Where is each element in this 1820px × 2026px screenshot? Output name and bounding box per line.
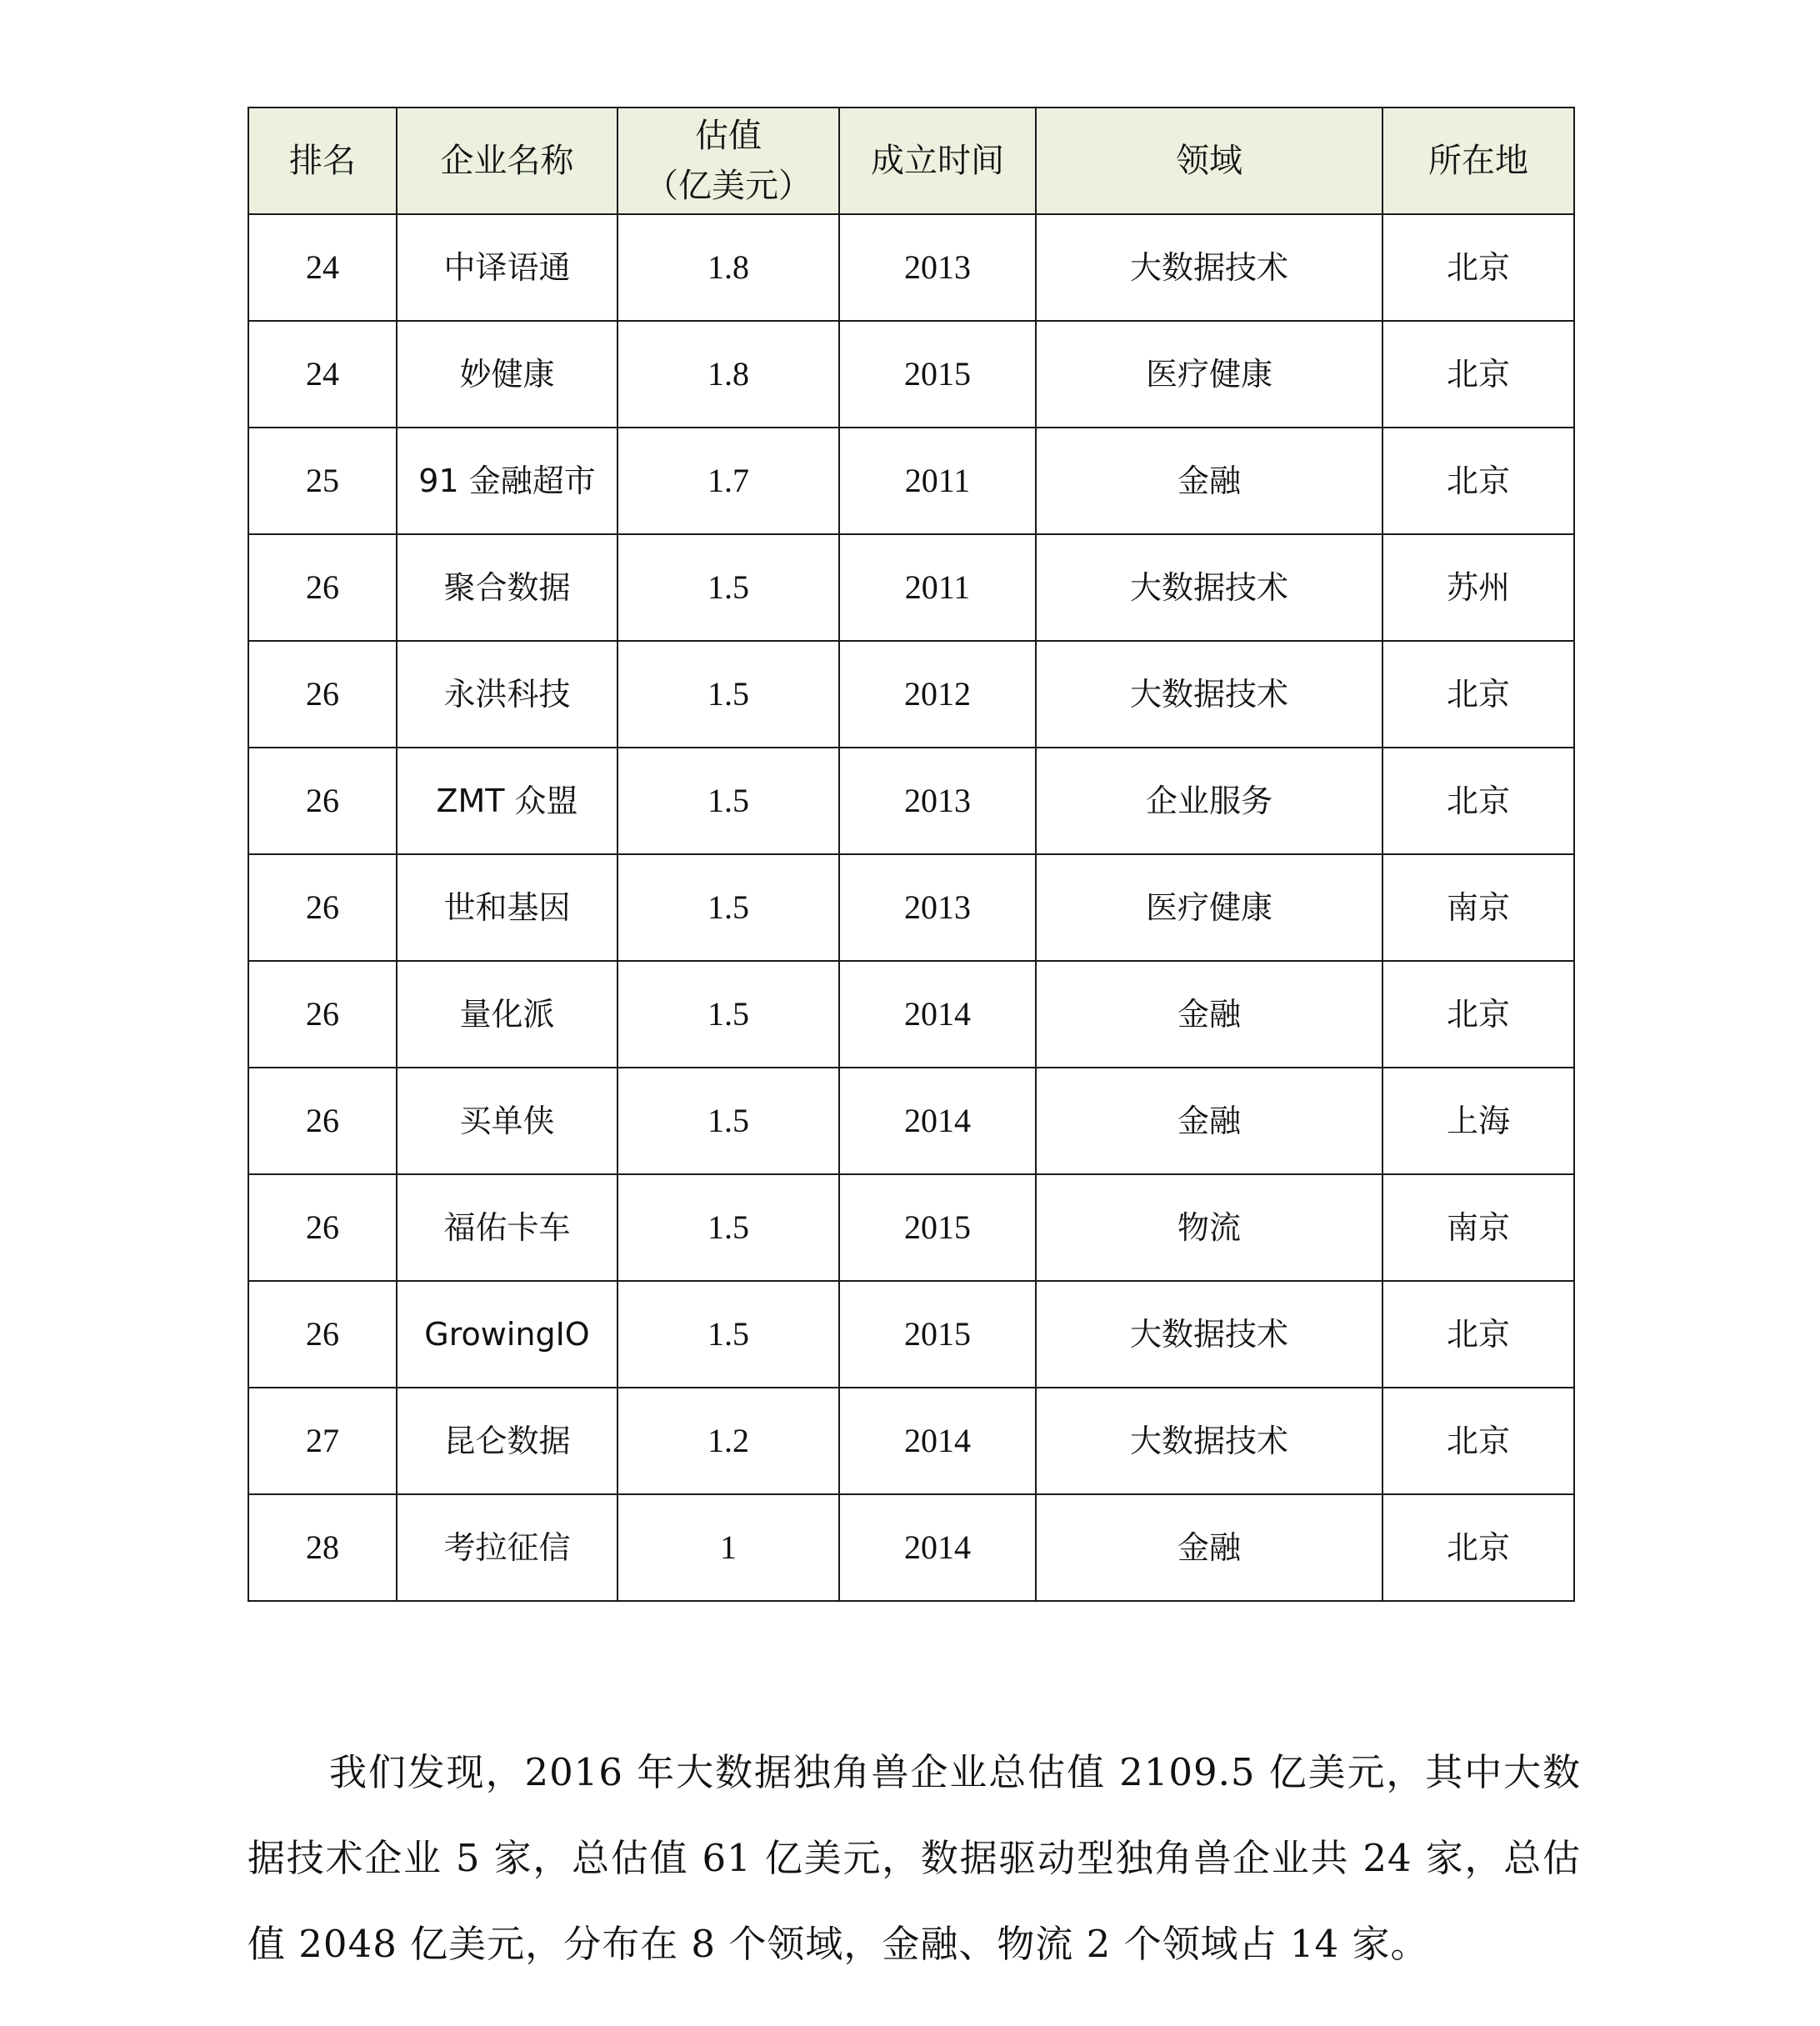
cell-rank: 26 xyxy=(248,641,397,748)
cell-field: 医疗健康 xyxy=(1036,854,1382,961)
table-row xyxy=(248,214,1574,321)
cell-field: 物流 xyxy=(1036,1174,1382,1281)
cell-field: 大数据技术 xyxy=(1036,1281,1382,1388)
cell-location: 北京 xyxy=(1382,428,1574,534)
cell-valuation: 1.8 xyxy=(618,214,839,321)
cell-company: 中译语通 xyxy=(397,214,618,321)
cell-rank: 28 xyxy=(248,1494,397,1601)
cell-company: 91 金融超市 xyxy=(397,428,618,534)
table-row xyxy=(248,1068,1574,1174)
cell-rank: 26 xyxy=(248,961,397,1068)
cell-company: 考拉征信 xyxy=(397,1494,618,1601)
cell-valuation: 1.5 xyxy=(618,1174,839,1281)
cell-location: 苏州 xyxy=(1382,534,1574,641)
table-row xyxy=(248,1494,1574,1601)
cell-company: ZMT 众盟 xyxy=(397,748,618,854)
table-body xyxy=(248,214,1574,1601)
cell-valuation: 1.7 xyxy=(618,428,839,534)
cell-valuation: 1.5 xyxy=(618,961,839,1068)
cell-location: 北京 xyxy=(1382,1494,1574,1601)
table-row xyxy=(248,641,1574,748)
cell-field: 企业服务 xyxy=(1036,748,1382,854)
cell-field: 大数据技术 xyxy=(1036,534,1382,641)
cell-rank: 25 xyxy=(248,428,397,534)
cell-field: 金融 xyxy=(1036,961,1382,1068)
cell-rank: 26 xyxy=(248,1068,397,1174)
cell-founded: 2013 xyxy=(839,854,1036,961)
table-row xyxy=(248,428,1574,534)
cell-rank: 26 xyxy=(248,1174,397,1281)
cell-field: 大数据技术 xyxy=(1036,214,1382,321)
cell-field: 金融 xyxy=(1036,428,1382,534)
cell-company: 聚合数据 xyxy=(397,534,618,641)
cell-company: 永洪科技 xyxy=(397,641,618,748)
cell-founded: 2014 xyxy=(839,961,1036,1068)
table-row xyxy=(248,961,1574,1068)
header-valuation-line1: 估值 xyxy=(695,117,762,155)
cell-rank: 26 xyxy=(248,748,397,854)
cell-founded: 2015 xyxy=(839,1174,1036,1281)
cell-founded: 2011 xyxy=(839,428,1036,534)
cell-founded: 2014 xyxy=(839,1388,1036,1494)
cell-location: 北京 xyxy=(1382,214,1574,321)
cell-rank: 24 xyxy=(248,214,397,321)
table-header-row xyxy=(248,108,1574,214)
table-row xyxy=(248,1281,1574,1388)
table-row xyxy=(248,748,1574,854)
cell-field: 医疗健康 xyxy=(1036,321,1382,428)
cell-company: 世和基因 xyxy=(397,854,618,961)
cell-field: 大数据技术 xyxy=(1036,641,1382,748)
cell-company: 昆仑数据 xyxy=(397,1388,618,1494)
cell-field: 金融 xyxy=(1036,1494,1382,1601)
cell-location: 上海 xyxy=(1382,1068,1574,1174)
cell-valuation: 1.2 xyxy=(618,1388,839,1494)
cell-founded: 2015 xyxy=(839,321,1036,428)
cell-rank: 26 xyxy=(248,1281,397,1388)
cell-founded: 2015 xyxy=(839,1281,1036,1388)
cell-founded: 2014 xyxy=(839,1494,1036,1601)
cell-location: 北京 xyxy=(1382,961,1574,1068)
cell-founded: 2012 xyxy=(839,641,1036,748)
cell-location: 北京 xyxy=(1382,748,1574,854)
cell-valuation: 1.5 xyxy=(618,748,839,854)
cell-rank: 26 xyxy=(248,854,397,961)
cell-company: GrowingIO xyxy=(397,1281,618,1388)
header-field: 领域 xyxy=(1036,108,1382,214)
cell-valuation: 1.5 xyxy=(618,1068,839,1174)
cell-rank: 24 xyxy=(248,321,397,428)
header-rank: 排名 xyxy=(248,108,397,214)
table-row xyxy=(248,321,1574,428)
cell-founded: 2013 xyxy=(839,748,1036,854)
cell-company: 量化派 xyxy=(397,961,618,1068)
header-location: 所在地 xyxy=(1382,108,1574,214)
cell-company: 买单侠 xyxy=(397,1068,618,1174)
header-company: 企业名称 xyxy=(397,108,618,214)
header-founded: 成立时间 xyxy=(839,108,1036,214)
cell-field: 大数据技术 xyxy=(1036,1388,1382,1494)
table-row xyxy=(248,1388,1574,1494)
table-row xyxy=(248,854,1574,961)
cell-location: 南京 xyxy=(1382,1174,1574,1281)
cell-founded: 2011 xyxy=(839,534,1036,641)
cell-rank: 26 xyxy=(248,534,397,641)
summary-paragraph: 我们发现，2016 年大数据独角兽企业总估值 2109.5 亿美元，其中大数据技术企业 5 家，总估值 61 亿美元，数据驱动型独角兽企业共 24 家，总估值 2048 亿美元，分布在 8 个领域，金融、物流 2 个领域占 14 家。 xyxy=(248,1750,1581,1966)
table-row xyxy=(248,534,1574,641)
cell-valuation: 1.8 xyxy=(618,321,839,428)
cell-valuation: 1.5 xyxy=(618,641,839,748)
cell-founded: 2014 xyxy=(839,1068,1036,1174)
header-valuation xyxy=(618,108,839,214)
cell-valuation: 1 xyxy=(618,1494,839,1601)
cell-company: 妙健康 xyxy=(397,321,618,428)
cell-company: 福佑卡车 xyxy=(397,1174,618,1281)
cell-location: 南京 xyxy=(1382,854,1574,961)
cell-field: 金融 xyxy=(1036,1068,1382,1174)
cell-valuation: 1.5 xyxy=(618,534,839,641)
header-valuation-line2: （亿美元） xyxy=(645,167,812,205)
cell-location: 北京 xyxy=(1382,1281,1574,1388)
cell-location: 北京 xyxy=(1382,321,1574,428)
cell-location: 北京 xyxy=(1382,1388,1574,1494)
table-row xyxy=(248,1174,1574,1281)
unicorn-table xyxy=(248,107,1575,1602)
cell-valuation: 1.5 xyxy=(618,1281,839,1388)
cell-location: 北京 xyxy=(1382,641,1574,748)
cell-rank: 27 xyxy=(248,1388,397,1494)
cell-valuation: 1.5 xyxy=(618,854,839,961)
cell-founded: 2013 xyxy=(839,214,1036,321)
